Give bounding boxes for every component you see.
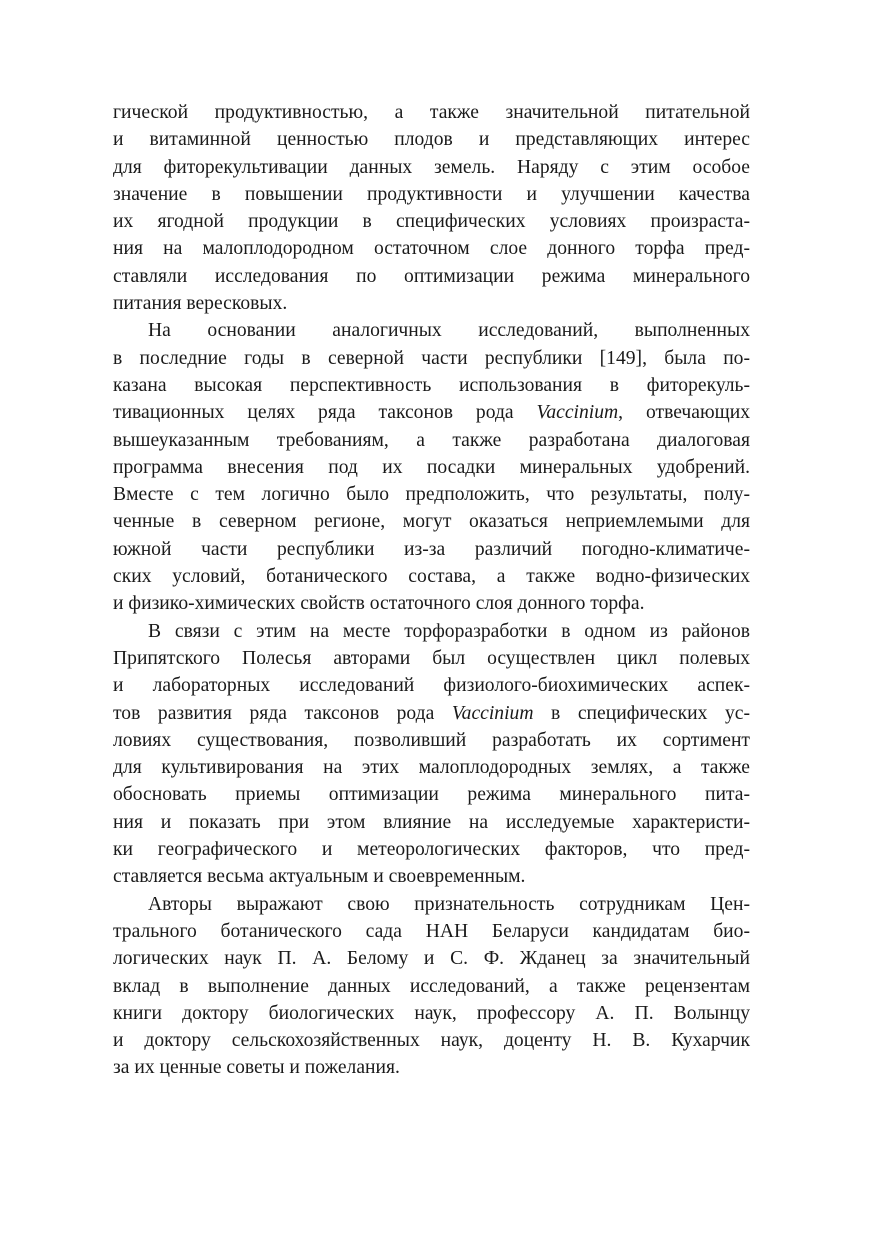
text-line: На основании аналогичных исследований, выполненных xyxy=(148,320,750,342)
text-line: трального ботанического сада НАН Беларуси кандидатам био- xyxy=(113,920,750,942)
page-body xyxy=(113,99,750,1082)
text-line: их ягодной продукции в специфических условиях произраста- xyxy=(113,211,750,233)
text-line: Авторы выражают свою признательность сотрудникам Цен- xyxy=(148,893,750,915)
paragraph-1 xyxy=(113,99,750,317)
text-line: ских условий, ботанического состава, а также водно-физических xyxy=(113,566,750,588)
text-line: ставляется весьма актуальным и своевременным. xyxy=(113,866,526,888)
text-line: книги доктору биологических наук, профессору А. П. Волынцу xyxy=(113,1002,750,1024)
text-line: ки географического и метеорологических факторов, что пред- xyxy=(113,839,750,861)
genus-name-italic: Vaccinium xyxy=(536,402,619,424)
text-line: ния и показать при этом влияние на исследуемые характеристи- xyxy=(113,811,750,833)
text-line: ния на малоплодородном остаточном слое донного торфа пред- xyxy=(113,238,750,260)
genus-name-italic: Vaccinium xyxy=(451,702,534,724)
text-line: казана высокая перспективность использования в фиторекуль- xyxy=(113,374,750,396)
text-line-with-italic xyxy=(113,399,750,426)
text-line: за их ценные советы и пожелания. xyxy=(113,1057,400,1079)
text-line: в последние годы в северной части республики [149], была по- xyxy=(113,347,750,369)
paragraph-2 xyxy=(113,317,750,617)
text-line: обосновать приемы оптимизации режима минерального пита- xyxy=(113,784,750,806)
text-line: значение в повышении продуктивности и улучшении качества xyxy=(113,183,750,205)
text-run: , отвечающих xyxy=(618,402,750,424)
text-line: логических наук П. А. Белому и С. Ф. Жданец за значительный xyxy=(113,948,750,970)
text-line: вышеуказанным требованиям, а также разработана диалоговая xyxy=(113,429,750,451)
text-run: тивационных целях ряда таксонов рода xyxy=(113,402,537,424)
text-line-with-italic xyxy=(113,700,750,727)
text-line: ловиях существования, позволивший разработать их сортимент xyxy=(113,729,750,751)
text-line: Вместе с тем логично было предположить, что результаты, полу- xyxy=(113,484,750,506)
text-line: программа внесения под их посадки минеральных удобрений. xyxy=(113,456,750,478)
text-line: ченные в северном регионе, могут оказаться неприемлемыми для xyxy=(113,511,750,533)
text-line: питания вересковых. xyxy=(113,293,288,315)
text-line: и витаминной ценностью плодов и представляющих интерес xyxy=(113,129,750,151)
text-run: тов развития ряда таксонов рода xyxy=(113,702,452,724)
text-line: южной части республики из-за различий погодно-климатиче- xyxy=(113,538,750,560)
text-line: и лабораторных исследований физиолого-биохимических аспек- xyxy=(113,675,750,697)
text-run: в специфических ус- xyxy=(533,702,750,724)
text-line: для культивирования на этих малоплодородных землях, а также xyxy=(113,757,750,779)
text-line: для фиторекультивации данных земель. Наряду с этим особое xyxy=(113,156,750,178)
text-line: Припятского Полесья авторами был осуществлен цикл полевых xyxy=(113,647,750,669)
text-line: вклад в выполнение данных исследований, а также рецензентам xyxy=(113,975,750,997)
text-line: В связи с этим на месте торфоразработки в одном из районов xyxy=(148,620,750,642)
text-line: ставляли исследования по оптимизации режима минерального xyxy=(113,265,750,287)
paragraph-4 xyxy=(113,891,750,1082)
text-line: и доктору сельскохозяйственных наук, доценту Н. В. Кухарчик xyxy=(113,1030,750,1052)
text-line: гической продуктивностью, а также значительной питательной xyxy=(113,102,750,123)
text-line: и физико-химических свойств остаточного слоя донного торфа. xyxy=(113,593,645,615)
paragraph-3 xyxy=(113,618,750,891)
